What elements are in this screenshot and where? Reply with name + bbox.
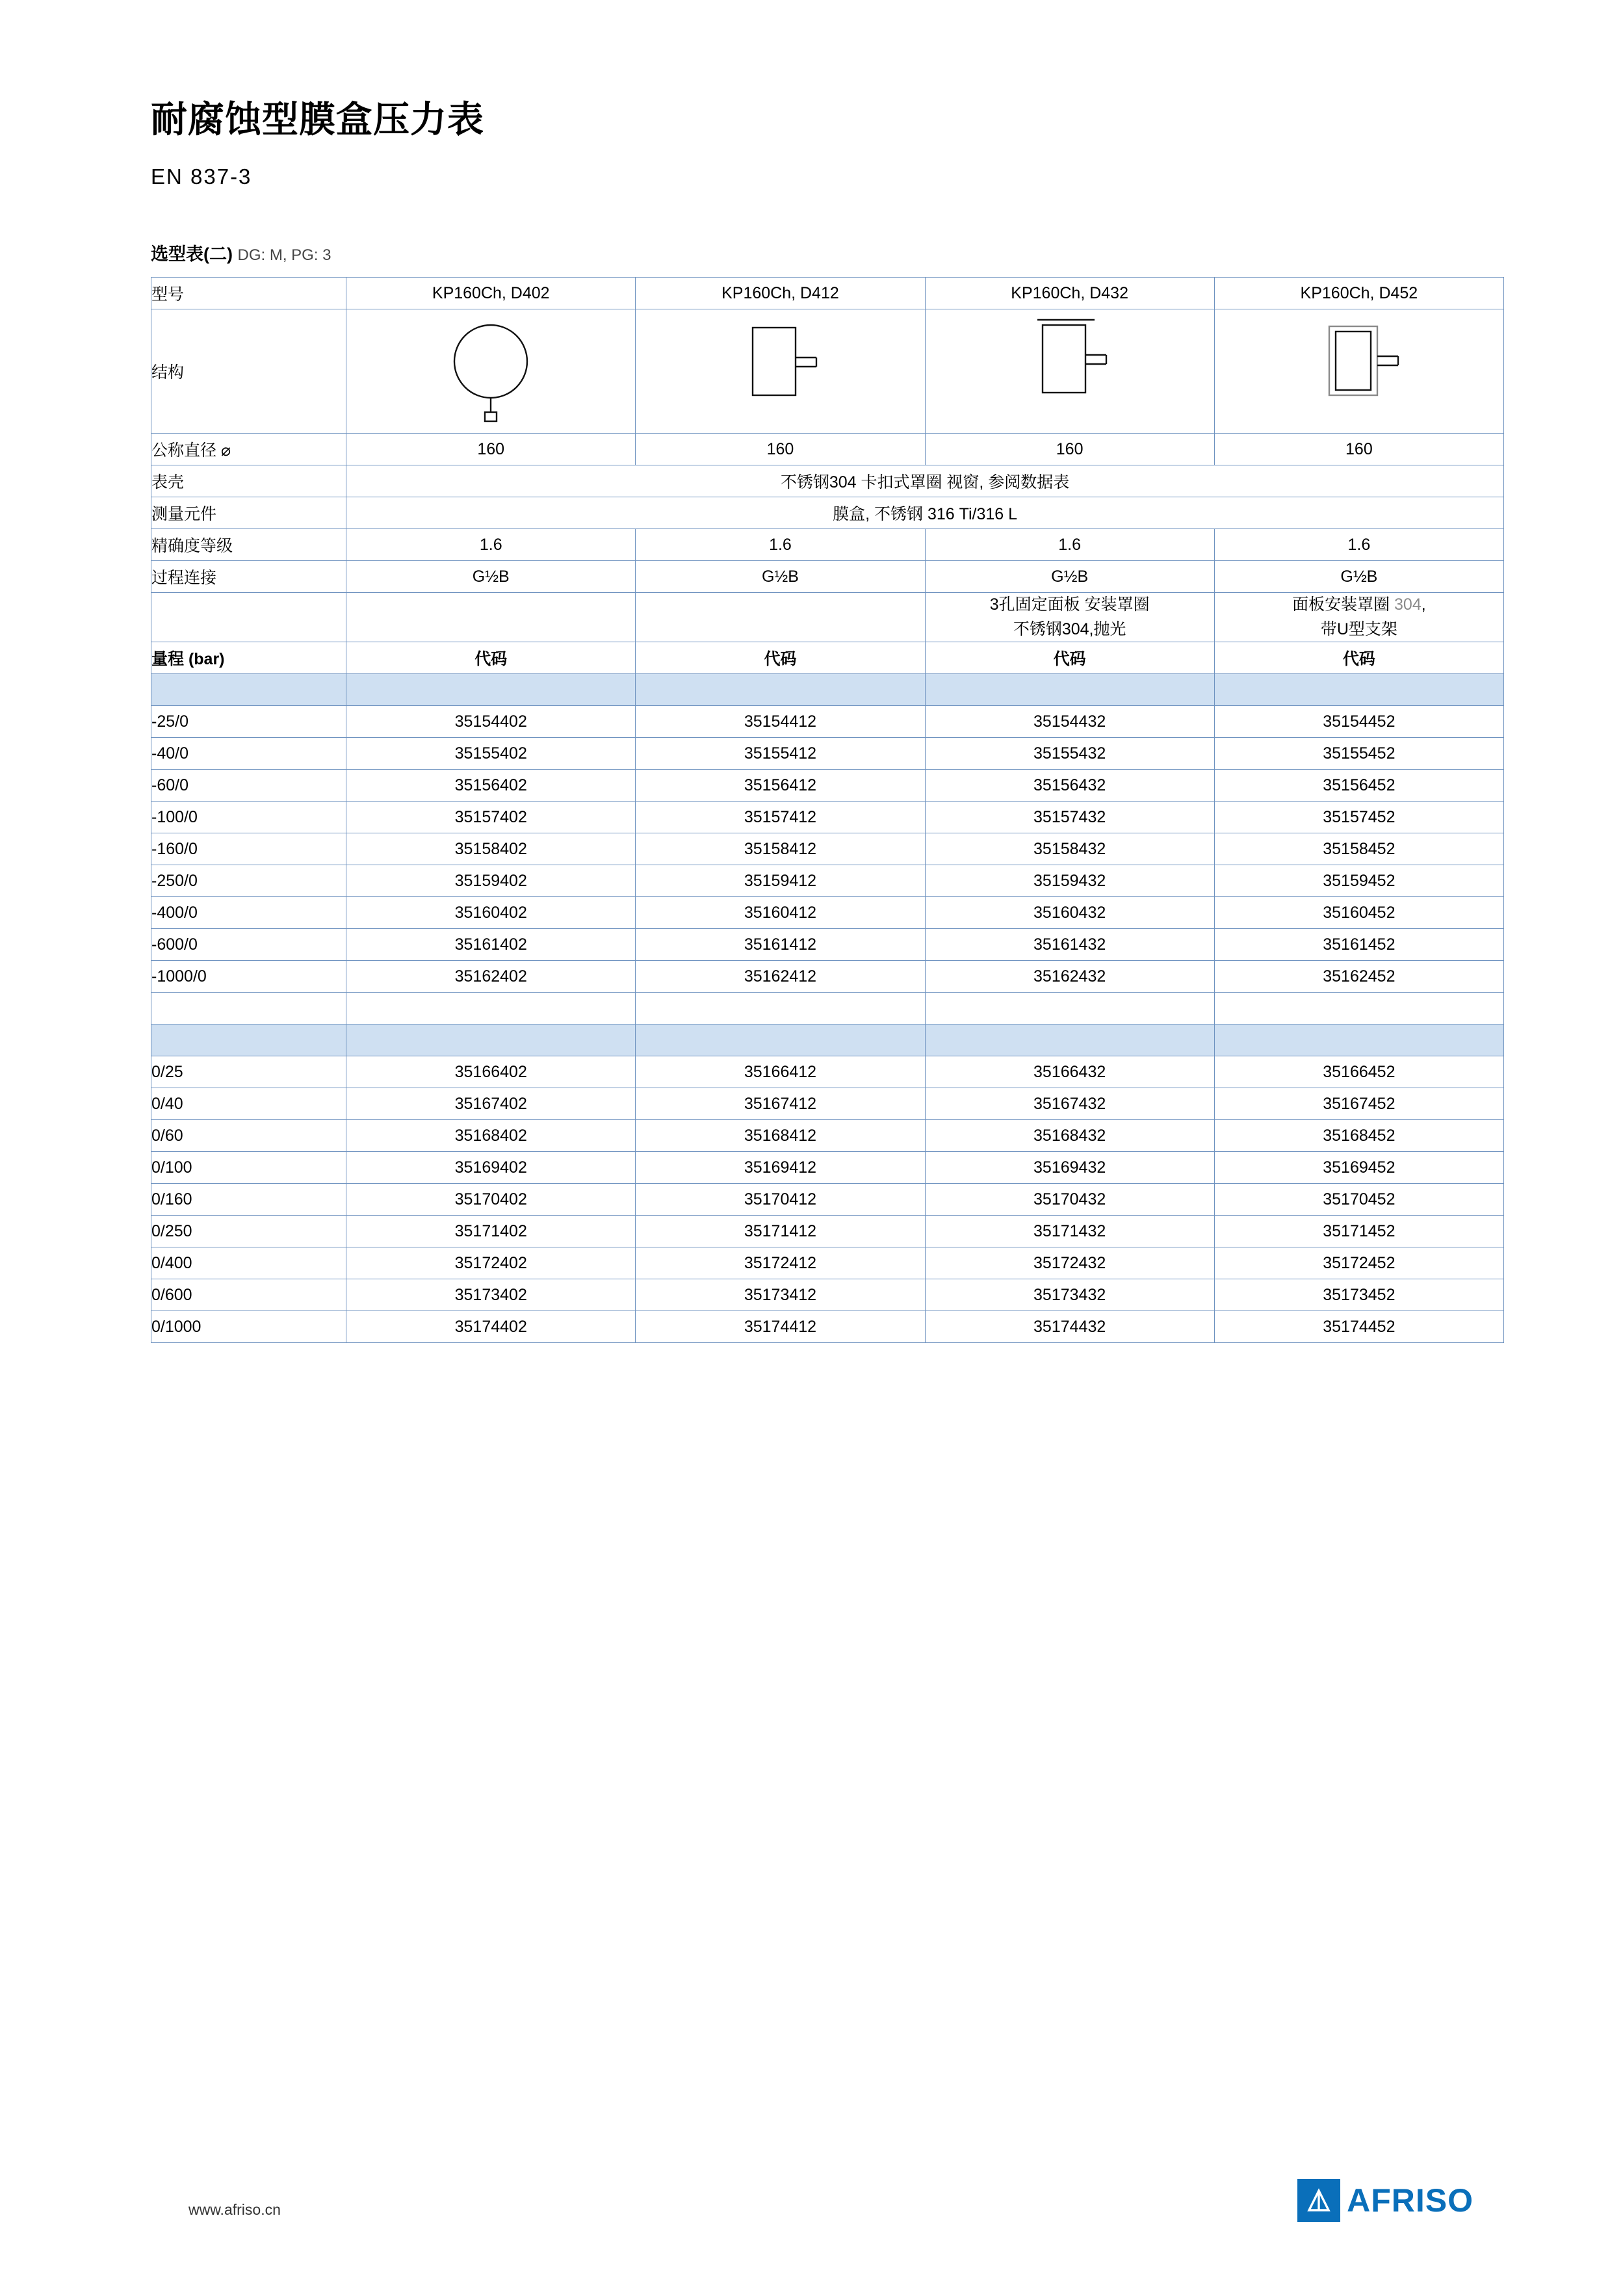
code-cell: 35172412	[636, 1247, 925, 1279]
code-cell: 35156412	[636, 770, 925, 802]
accuracy-3: 1.6	[925, 529, 1214, 561]
table-row	[151, 770, 1504, 802]
code-cell: 35158402	[346, 833, 636, 865]
code-cell: 35156452	[1214, 770, 1503, 802]
code-cell: 35161432	[925, 929, 1214, 961]
code-cell: 35154402	[346, 706, 636, 738]
code-cell: 35158432	[925, 833, 1214, 865]
option-note-3-line1: 3孔固定面板 安装罩圈	[989, 595, 1150, 614]
table-row	[151, 706, 1504, 738]
gauge-back-flange-icon	[636, 309, 925, 434]
nominal-diameter-3: 160	[925, 434, 1214, 465]
code-header-4: 代码	[1214, 642, 1503, 674]
code-cell: 35169402	[346, 1152, 636, 1184]
table-row	[151, 1056, 1504, 1088]
code-cell: 35166452	[1214, 1056, 1503, 1088]
selection-table	[151, 277, 1504, 1343]
code-cell: 35162452	[1214, 961, 1503, 993]
table-row-code-header	[151, 642, 1504, 674]
code-cell: 35173402	[346, 1279, 636, 1311]
option-note-3	[925, 593, 1214, 642]
range-label: 0/600	[151, 1279, 346, 1311]
document-content	[151, 98, 1535, 1343]
spacer-cell	[1214, 993, 1503, 1024]
nominal-diameter-1: 160	[346, 434, 636, 465]
table-row	[151, 1216, 1504, 1247]
case-value: 不锈钢304 卡扣式罩圈 视窗, 参阅数据表	[346, 465, 1504, 497]
code-cell: 35157402	[346, 802, 636, 833]
range-label: 0/100	[151, 1152, 346, 1184]
code-cell: 35161452	[1214, 929, 1503, 961]
range-label: 0/250	[151, 1216, 346, 1247]
accuracy-4: 1.6	[1214, 529, 1503, 561]
code-cell: 35166432	[925, 1056, 1214, 1088]
table-row	[151, 738, 1504, 770]
band-cell	[346, 674, 636, 706]
code-cell: 35161412	[636, 929, 925, 961]
spacer-cell	[346, 993, 636, 1024]
range-label: -40/0	[151, 738, 346, 770]
model-cell-2: KP160Ch, D412	[636, 278, 925, 309]
code-cell: 35160432	[925, 897, 1214, 929]
range-label: -25/0	[151, 706, 346, 738]
range-label: -60/0	[151, 770, 346, 802]
table-row-structure	[151, 309, 1504, 434]
accuracy-1: 1.6	[346, 529, 636, 561]
table-row	[151, 929, 1504, 961]
footer-url[interactable]: www.afriso.cn	[188, 2201, 281, 2218]
row-label-measuring-element: 测量元件	[151, 497, 346, 529]
code-cell: 35168432	[925, 1120, 1214, 1152]
table-row	[151, 1279, 1504, 1311]
code-cell: 35170452	[1214, 1184, 1503, 1216]
brand-logo	[1297, 2179, 1474, 2222]
model-cell-1: KP160Ch, D402	[346, 278, 636, 309]
section-heading	[151, 240, 1535, 265]
code-cell: 35154412	[636, 706, 925, 738]
afriso-triangle-icon	[1297, 2179, 1340, 2222]
range-label: 0/160	[151, 1184, 346, 1216]
table-row	[151, 865, 1504, 897]
gauge-panel-mount-icon	[925, 309, 1214, 434]
table-row	[151, 1088, 1504, 1120]
code-cell: 35174402	[346, 1311, 636, 1343]
code-cell: 35173412	[636, 1279, 925, 1311]
band-row-group2	[151, 1024, 1504, 1056]
code-cell: 35168412	[636, 1120, 925, 1152]
code-header-2: 代码	[636, 642, 925, 674]
row-label-structure: 结构	[151, 309, 346, 434]
band-cell	[151, 674, 346, 706]
range-label: -250/0	[151, 865, 346, 897]
code-cell: 35169452	[1214, 1152, 1503, 1184]
code-cell: 35169432	[925, 1152, 1214, 1184]
code-cell: 35170402	[346, 1184, 636, 1216]
code-cell: 35154452	[1214, 706, 1503, 738]
band-cell	[925, 1024, 1214, 1056]
code-cell: 35174412	[636, 1311, 925, 1343]
band-cell	[346, 1024, 636, 1056]
code-cell: 35162432	[925, 961, 1214, 993]
code-cell: 35161402	[346, 929, 636, 961]
band-cell	[636, 674, 925, 706]
code-cell: 35160402	[346, 897, 636, 929]
code-cell: 35174452	[1214, 1311, 1503, 1343]
range-label: 0/400	[151, 1247, 346, 1279]
table-row	[151, 1184, 1504, 1216]
code-cell: 35171452	[1214, 1216, 1503, 1247]
process-connection-4: G½B	[1214, 561, 1503, 593]
code-cell: 35168452	[1214, 1120, 1503, 1152]
code-cell: 35171432	[925, 1216, 1214, 1247]
row-label-accuracy: 精确度等级	[151, 529, 346, 561]
code-cell: 35159432	[925, 865, 1214, 897]
table-row-options	[151, 593, 1504, 642]
gauge-u-bracket-icon	[1214, 309, 1503, 434]
option-note-4-line1: 面板安装罩圈 304,	[1292, 595, 1426, 614]
code-cell: 35155412	[636, 738, 925, 770]
code-cell: 35157412	[636, 802, 925, 833]
code-header-3: 代码	[925, 642, 1214, 674]
code-cell: 35167452	[1214, 1088, 1503, 1120]
range-label: -600/0	[151, 929, 346, 961]
row-label-model: 型号	[151, 278, 346, 309]
code-cell: 35162402	[346, 961, 636, 993]
code-cell: 35166402	[346, 1056, 636, 1088]
table-row-nominal-diameter	[151, 434, 1504, 465]
table-row	[151, 1120, 1504, 1152]
code-cell: 35157432	[925, 802, 1214, 833]
row-label-options	[151, 593, 346, 642]
band-cell	[1214, 1024, 1503, 1056]
option-note-1	[346, 593, 636, 642]
code-cell: 35166412	[636, 1056, 925, 1088]
model-cell-3: KP160Ch, D432	[925, 278, 1214, 309]
code-cell: 35160412	[636, 897, 925, 929]
band-cell	[1214, 674, 1503, 706]
code-cell: 35167432	[925, 1088, 1214, 1120]
code-cell: 35159412	[636, 865, 925, 897]
code-cell: 35173432	[925, 1279, 1214, 1311]
table-spacer-row	[151, 993, 1504, 1024]
spacer-cell	[636, 993, 925, 1024]
band-cell	[636, 1024, 925, 1056]
section-heading-text: 选型表(二)	[151, 244, 233, 265]
code-cell: 35172402	[346, 1247, 636, 1279]
code-cell: 35154432	[925, 706, 1214, 738]
table-row-case	[151, 465, 1504, 497]
code-cell: 35159402	[346, 865, 636, 897]
code-header-1: 代码	[346, 642, 636, 674]
band-cell	[925, 674, 1214, 706]
spacer-cell	[151, 993, 346, 1024]
range-label: -160/0	[151, 833, 346, 865]
table-row	[151, 833, 1504, 865]
code-cell: 35173452	[1214, 1279, 1503, 1311]
accuracy-2: 1.6	[636, 529, 925, 561]
code-cell: 35156432	[925, 770, 1214, 802]
process-connection-2: G½B	[636, 561, 925, 593]
code-cell: 35158412	[636, 833, 925, 865]
nominal-diameter-4: 160	[1214, 434, 1503, 465]
table-row-accuracy	[151, 529, 1504, 561]
code-cell: 35162412	[636, 961, 925, 993]
table-row-model	[151, 278, 1504, 309]
range-label: -100/0	[151, 802, 346, 833]
code-cell: 35158452	[1214, 833, 1503, 865]
page-title: 耐腐蚀型膜盒压力表	[151, 99, 484, 140]
option-note-4-line2: 带U型支架	[1320, 620, 1397, 638]
code-cell: 35170412	[636, 1184, 925, 1216]
code-cell: 35160452	[1214, 897, 1503, 929]
spacer-cell	[925, 993, 1214, 1024]
option-note-4	[1214, 593, 1503, 642]
option-note-2	[636, 593, 925, 642]
row-label-nominal-diameter: 公称直径 ⌀	[151, 434, 346, 465]
table-row	[151, 961, 1504, 993]
code-cell: 35172432	[925, 1247, 1214, 1279]
table-row	[151, 1152, 1504, 1184]
code-cell: 35155402	[346, 738, 636, 770]
row-label-case: 表壳	[151, 465, 346, 497]
table-row	[151, 1247, 1504, 1279]
section-heading-sub: DG: M, PG: 3	[237, 246, 331, 265]
gauge-round-icon	[346, 309, 636, 434]
code-cell: 35171402	[346, 1216, 636, 1247]
row-label-process-connection: 过程连接	[151, 561, 346, 593]
table-row	[151, 1311, 1504, 1343]
option-note-3-line2: 不锈钢304,抛光	[1013, 620, 1126, 638]
code-cell: 35174432	[925, 1311, 1214, 1343]
code-cell: 35169412	[636, 1152, 925, 1184]
band-row-group1	[151, 674, 1504, 706]
table-row-measuring-element	[151, 497, 1504, 529]
band-cell	[151, 1024, 346, 1056]
range-label: 0/40	[151, 1088, 346, 1120]
code-cell: 35167412	[636, 1088, 925, 1120]
row-label-range: 量程 (bar)	[151, 642, 346, 674]
code-cell: 35172452	[1214, 1247, 1503, 1279]
code-cell: 35167402	[346, 1088, 636, 1120]
range-label: -1000/0	[151, 961, 346, 993]
range-label: 0/25	[151, 1056, 346, 1088]
code-cell: 35170432	[925, 1184, 1214, 1216]
table-row-process-connection	[151, 561, 1504, 593]
code-cell: 35159452	[1214, 865, 1503, 897]
standard-reference: EN 837-3	[151, 164, 252, 189]
model-cell-4: KP160Ch, D452	[1214, 278, 1503, 309]
code-cell: 35168402	[346, 1120, 636, 1152]
nominal-diameter-2: 160	[636, 434, 925, 465]
process-connection-1: G½B	[346, 561, 636, 593]
range-label: 0/1000	[151, 1311, 346, 1343]
table-row	[151, 897, 1504, 929]
code-cell: 35157452	[1214, 802, 1503, 833]
range-label: -400/0	[151, 897, 346, 929]
code-cell: 35155432	[925, 738, 1214, 770]
table-row	[151, 802, 1504, 833]
process-connection-3: G½B	[925, 561, 1214, 593]
range-label: 0/60	[151, 1120, 346, 1152]
code-cell: 35155452	[1214, 738, 1503, 770]
brand-name: AFRISO	[1347, 2182, 1474, 2219]
measuring-element-value: 膜盒, 不锈钢 316 Ti/316 L	[346, 497, 1504, 529]
code-cell: 35171412	[636, 1216, 925, 1247]
code-cell: 35156402	[346, 770, 636, 802]
